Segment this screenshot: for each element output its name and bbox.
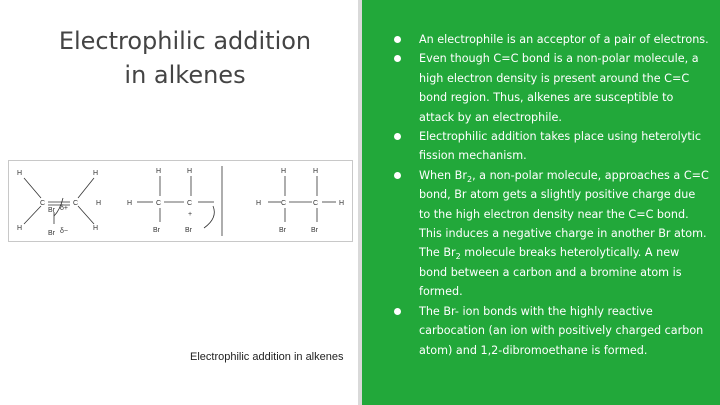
atom-h2: H <box>93 170 99 177</box>
bullet-text-post: molecule breaks heterolytically. A new bond between a carbon and a bromine atom is formed. <box>419 246 682 299</box>
atom-h7: H <box>127 200 133 207</box>
atom-br5: Br <box>279 227 286 234</box>
ethene-molecule <box>24 178 94 224</box>
subscript: 2 <box>466 175 473 185</box>
atom-h12: H <box>96 200 102 207</box>
atom-c1: C <box>40 200 46 207</box>
bullet-text: The Br- ion bonds with the highly reactive carbocation (an ion with positively charged carbon atom) and 1,2-dibromoethane is formed. <box>419 304 704 357</box>
atom-h9: H <box>313 168 319 175</box>
charge-delta-minus: δ− <box>60 228 68 235</box>
atom-br3: Br <box>153 227 160 234</box>
dibromoethane-product <box>268 176 336 222</box>
atom-br2: Br <box>48 230 55 237</box>
atom-h1: H <box>17 170 23 177</box>
bullet-dot-icon <box>394 36 401 43</box>
carbocation-intermediate <box>137 176 214 228</box>
atom-h5: H <box>156 168 162 175</box>
bullet-text: An electrophile is an acceptor of a pair of electrons. <box>419 33 709 46</box>
atom-c4: C <box>187 200 193 207</box>
title-line-2: in alkenes <box>124 61 246 89</box>
reaction-diagram <box>8 160 353 242</box>
bullet-item <box>390 49 710 127</box>
atom-c3: C <box>156 200 162 207</box>
bullet-dot-icon <box>394 55 401 62</box>
charge-delta-plus: δ+ <box>60 205 68 212</box>
atom-c5: C <box>281 200 287 207</box>
bullet-item <box>390 30 710 49</box>
bullet-list <box>390 30 710 360</box>
atom-h8: H <box>281 168 287 175</box>
bullet-dot-icon <box>394 172 401 179</box>
bullet-text-mid: , a non-polar molecule, approaches a C=C bond, Br atom gets a slightly positive charge due to the high electron density near the C=C bond. This induces a negative charge in another Br atom. The Br <box>419 168 709 260</box>
atom-h10: H <box>256 200 262 207</box>
atom-h6: H <box>187 168 193 175</box>
bullet-dot-icon <box>394 133 401 140</box>
subscript: 2 <box>455 252 461 262</box>
charge-plus: + <box>188 211 193 218</box>
bullet-text-pre: When Br <box>419 168 467 182</box>
atom-br6: Br <box>311 227 318 234</box>
bullet-item <box>390 302 710 360</box>
bullet-item <box>390 166 710 302</box>
atom-c6: C <box>313 200 319 207</box>
atom-h11: H <box>339 200 345 207</box>
bullet-item <box>390 127 710 166</box>
bullet-text: Electrophilic addition takes place using heterolytic fission mechanism. <box>419 130 702 163</box>
title-line-1: Electrophilic addition <box>58 27 312 55</box>
left-panel <box>0 0 358 405</box>
atom-h4: H <box>93 225 99 232</box>
atom-c2: C <box>73 200 79 207</box>
bullet-dot-icon <box>394 308 401 315</box>
bullet-text: Even though C=C bond is a non-polar molecule, a high electron density is present around the C=C bond region. Thus, alkenes are susceptible to attack by an electrophile. <box>419 52 699 124</box>
slide-title <box>40 24 330 92</box>
atom-br4: Br <box>185 227 192 234</box>
figure-caption: Electrophilic addition in alkenes <box>190 351 344 363</box>
atom-h3: H <box>17 225 23 232</box>
atom-br1: Br <box>48 207 55 214</box>
